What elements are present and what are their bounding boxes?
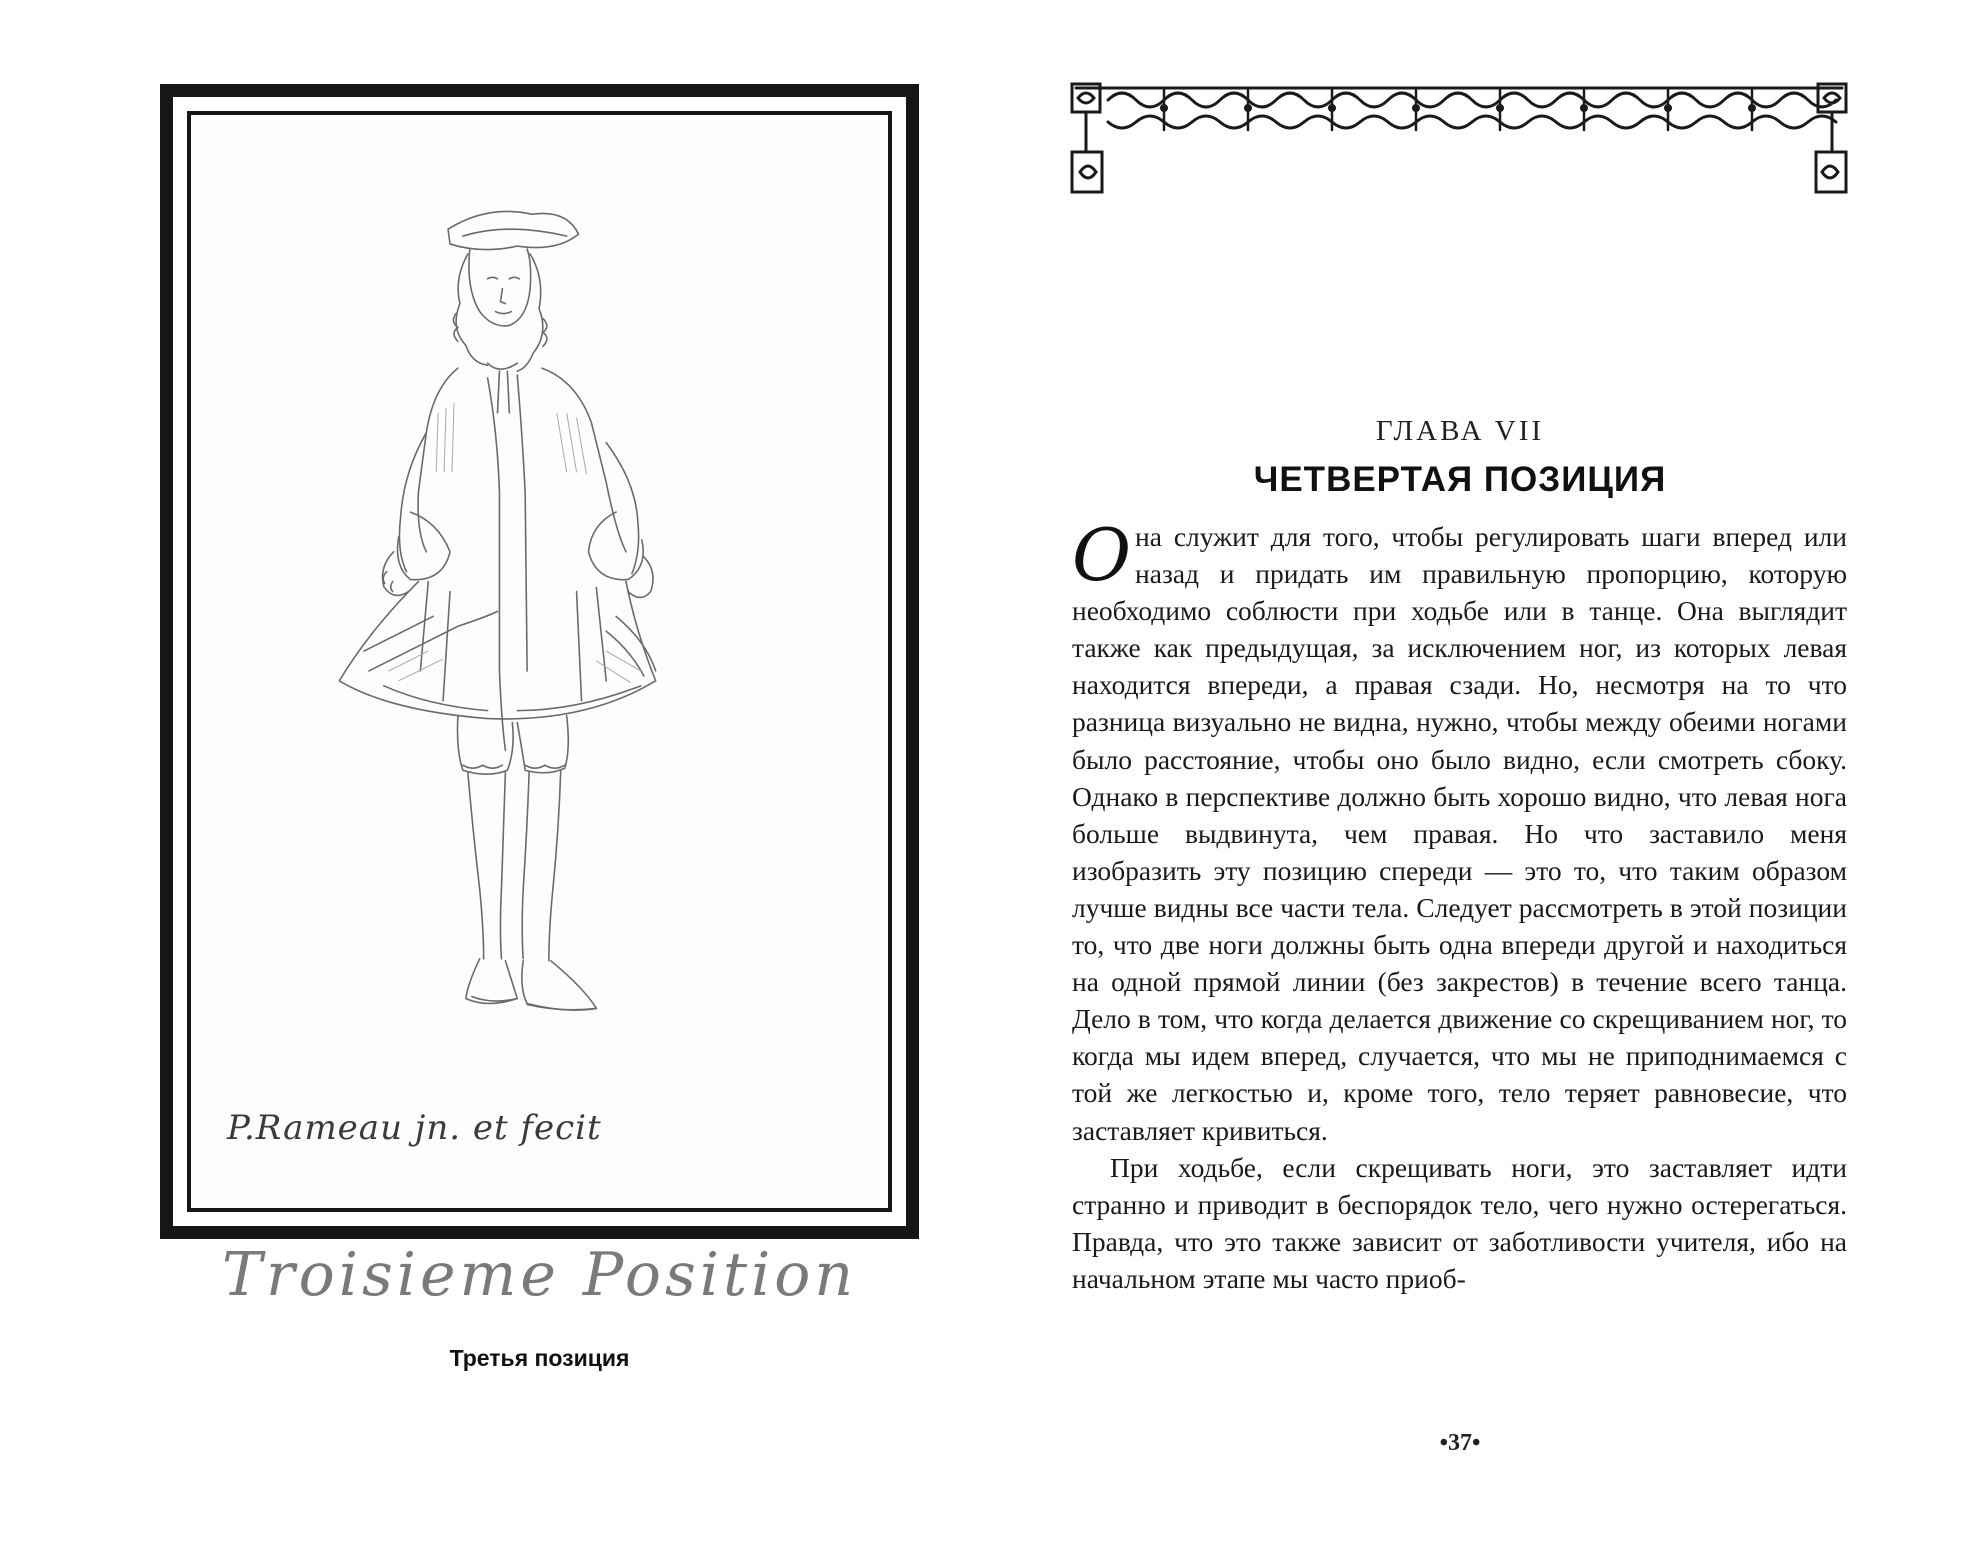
engraver-signature: P.Rameau jn. et fecit (227, 1108, 602, 1148)
paragraph-1-text: на служит для того, чтобы регулировать шаги вперед или назад и придать им правильную пропорцию, которую необходимо соблюсти при ходьбе или в танце. Она выглядит также как предыдущая, за исключением ног, из которых левая находится впереди, а правая сзади. Но, несмотря на то что разница визуально не видна, нужно, чтобы между обеими ногами было расстояние, чтобы оно было видно, если смотреть сбоку. Однако в перспективе должно быть хорошо видно, что левая нога больше выдвинута, чем правая. Но что заставило меня изобразить эту позицию спереди — это то, что таким образом лучше видны все части тела. Следует рассмотреть в этой позиции то, что две ноги должны быть одна впереди другой и находиться на одной прямой линии (без закрестов) в течение всего танца. Дело в том, что когда делается движение со скрещиванием ног, то когда мы идем вперед, случается, что мы не приподнимаемся с той же легкостью и, кроме того, тело теряет равновесие, что заставляет кривиться. (1072, 521, 1847, 1146)
engraving-inner-frame (187, 111, 892, 1212)
left-leg (468, 772, 484, 959)
chapter-label: ГЛАВА VII (1375, 415, 1545, 447)
engraving-frame (160, 84, 919, 1239)
tricorn-hat (448, 211, 579, 249)
paragraph-2: При ходьбе, если скрещивать ноги, это заставляет идти странно и приводит в беспорядок тело, чего нужно остерегаться. Правда, что это также зависит от заботливости учителя, ибо на начальном этапе мы часто приоб- (1072, 1151, 1847, 1294)
right-shoe (522, 961, 596, 1010)
chapter-title: ЧЕТВЕРТАЯ ПОЗИЦИЯ (1253, 460, 1667, 499)
coat-skirt (339, 582, 655, 719)
header-ornament (1068, 82, 1850, 197)
right-leg (522, 772, 529, 959)
right-page (1000, 0, 1969, 1557)
engraving-title: Troisieme Position (221, 1240, 858, 1310)
drop-cap: О (1072, 513, 1132, 597)
figure-caption: Третья позиция (449, 1345, 630, 1371)
dancer-engraving (191, 115, 888, 1208)
dancer-head (469, 249, 531, 326)
body-text (1072, 513, 1847, 1297)
page-number: •37• (1439, 1430, 1481, 1456)
left-page (0, 0, 980, 1557)
paragraph-1 (1072, 513, 1847, 1149)
